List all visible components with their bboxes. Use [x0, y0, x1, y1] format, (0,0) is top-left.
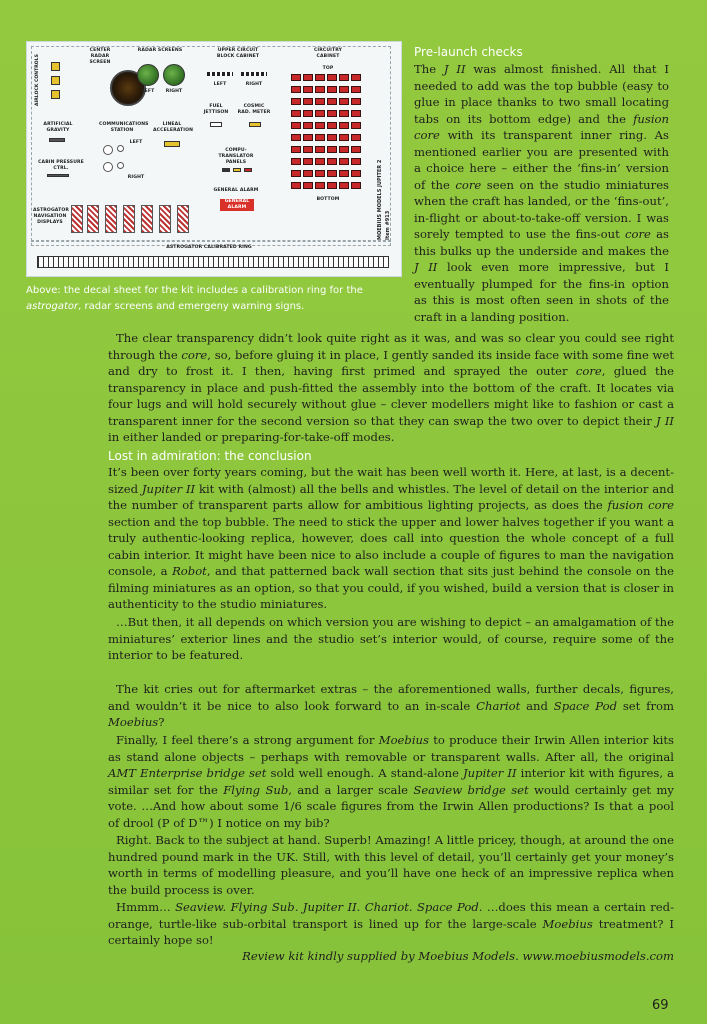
- circuit-decal-cell: [303, 74, 313, 81]
- decal-label-astrogator-nav: ASTROGATOR NAVIGATION DISPLAYS: [33, 208, 69, 225]
- circuit-decal-cell: [303, 122, 313, 129]
- decal-label-circuitry: CIRCUITRY CABINET: [313, 48, 343, 59]
- circuit-decal-cell: [339, 98, 349, 105]
- circuit-decal-cell: [291, 98, 301, 105]
- circuit-decal-cell: [351, 134, 361, 141]
- airlock-decal: [51, 62, 60, 71]
- paragraph-prelaunch-2: The clear transparency didn’t look quite right as it was, and was so clear you could see right through the core, so, before gluing it in place, I gently sanded its inside face with some fine wet and dry to frost it. I then, having first primed and sprayed the outer core, glued the transparency in place and push-fitted the assembly into the bottom of the craft. It locates via four lugs and will hold securely without glue – clever modellers might like to fashion or cast a transparent inner for the second version so that they can swap the two over to depict their J II in either landed or preparing-for-take-off modes.: [108, 331, 674, 444]
- decal-label-center-radar: CENTER RADAR SCREEN: [89, 48, 111, 65]
- cosmic-rad-decal: [249, 122, 261, 127]
- decal-label-airlock: AIRLOCK CONTROLS: [35, 54, 40, 106]
- decal-label-cabin-pressure: CABIN PRESSURE CTRL.: [38, 160, 84, 171]
- circuit-decal-cell: [315, 86, 325, 93]
- circuit-decal-cell: [291, 122, 301, 129]
- circuit-decal-cell: [315, 134, 325, 141]
- upper-circuit-decal-left: [207, 72, 233, 76]
- circuit-decal-cell: [315, 182, 325, 189]
- circuit-decal-cell: [351, 122, 361, 129]
- decal-label-comm-right: RIGHT: [127, 175, 145, 180]
- decal-label-upper-right: RIGHT: [245, 82, 263, 87]
- decal-label-comm-left: LEFT: [129, 140, 143, 145]
- decal-sheet-image: [26, 41, 402, 277]
- paragraph-conclusion-1: It’s been over forty years coming, but the wait has been well worth it. Here, at last, is a decent-sized Jupiter II kit with (almost) all the bells and whistles. The level of detail on the interior and the number of transparent parts allow for ambitious lighting projects, as does the fusion core section and the top bubble. The need to stick the upper and lower halves together if you want a truly authentic-looking replica, however, does call into question the whole concept of a full cabin interior. It might have been nice to also include a couple of figures to man the navigation console, a Robot, and that patterned back wall section that sits just behind the console on the filming miniatures as an option, so that you could, if you wished, build a version that is closer in authenticity to the studio miniatures.: [108, 465, 675, 611]
- circuit-decal-cell: [327, 158, 337, 165]
- airlock-decal: [51, 90, 60, 99]
- compu-decal: [244, 168, 252, 172]
- circuit-decal-cell: [339, 146, 349, 153]
- circuit-decal-cell: [339, 134, 349, 141]
- circuit-decal-cell: [291, 170, 301, 177]
- decal-label-bottom: BOTTOM: [316, 197, 340, 202]
- circuit-decal-cell: [315, 146, 325, 153]
- cabin-pressure-decal: [47, 174, 69, 177]
- circuit-decal-cell: [339, 158, 349, 165]
- comm-dial-decal: [103, 145, 113, 155]
- decal-label-general-alarm: GENERAL ALARM: [213, 188, 259, 193]
- circuit-decal-cell: [351, 98, 361, 105]
- circuit-decal-cell: [327, 86, 337, 93]
- circuit-decal-cell: [339, 182, 349, 189]
- circuit-decal-cell: [327, 98, 337, 105]
- circuit-decal-cell: [315, 122, 325, 129]
- circuit-decal-cell: [315, 170, 325, 177]
- circuit-decal-cell: [339, 74, 349, 81]
- circuit-decal-cell: [303, 182, 313, 189]
- decal-divider: [31, 240, 391, 242]
- circuit-decal-cell: [327, 170, 337, 177]
- compu-decal: [222, 168, 230, 172]
- compu-decal: [233, 168, 241, 172]
- circuit-decal-cell: [339, 86, 349, 93]
- decal-label-left: LEFT: [141, 89, 155, 94]
- decal-kit-name: MOEBIUS MODELS JUPITER 2: [377, 159, 383, 240]
- circuit-decal-cell: [303, 110, 313, 117]
- page-number: 69: [652, 998, 669, 1013]
- circuit-decal-cell: [351, 146, 361, 153]
- upper-circuit-decal-right: [241, 72, 267, 76]
- circuit-decal-cell: [315, 110, 325, 117]
- decal-label-cosmic-rad: COSMIC RAD. METER: [237, 104, 271, 115]
- circuit-decal-cell: [351, 86, 361, 93]
- circuit-decal-cell: [303, 98, 313, 105]
- decal-label-compu-translator: COMPU-TRANSLATOR PANELS: [218, 148, 254, 165]
- circuit-decal-cell: [291, 134, 301, 141]
- paragraph-conclusion-2: …But then, it all depends on which version you are wishing to depict – an amalgamation of the miniatures’ exterior lines and the studio set’s interior would, of course, require some of the interior to be featured.: [108, 615, 674, 662]
- astrogator-display-decal: [177, 205, 189, 233]
- circuit-decal-cell: [291, 74, 301, 81]
- caption-prefix: Above: the decal sheet for the kit includes a calibration ring for the: [26, 285, 363, 296]
- circuit-decal-cell: [327, 122, 337, 129]
- circuit-decal-cell: [351, 74, 361, 81]
- figure-caption: [26, 283, 402, 314]
- circuit-decal-cell: [351, 182, 361, 189]
- circuit-decal-cell: [339, 110, 349, 117]
- decal-label-linear: LINEAL ACCELERATION: [153, 122, 194, 133]
- circuit-decal-cell: [291, 146, 301, 153]
- paragraph-conclusion-6: Hmmm… Seaview. Flying Sub. Jupiter II. Chariot. Space Pod. …does this mean a certain red-orange, turtle-like sub-orbital transport is lined up for the large-scale Moebius treatment? I certainly hope so!: [108, 900, 674, 947]
- gravity-decal: [49, 138, 65, 142]
- paragraph-conclusion-5: Right. Back to the subject at hand. Superb! Amazing! A little pricey, though, at around the one hundred pound mark in the UK. Still, with this level of detail, you’ll certainly get your money’s worth in terms of modelling pleasure, and you’ll have one heck of an impressive replica when the build process is over.: [108, 833, 674, 897]
- astrogator-display-decal: [87, 205, 99, 233]
- circuit-decal-cell: [351, 110, 361, 117]
- linear-accel-decal: [164, 141, 180, 147]
- circuit-decal-cell: [303, 86, 313, 93]
- decal-border: [31, 46, 391, 246]
- astrogator-display-decal: [71, 205, 83, 233]
- circuit-decal-cell: [315, 74, 325, 81]
- heading-prelaunch: Pre-launch checks: [414, 45, 523, 59]
- fuel-jettison-decal: [210, 122, 222, 127]
- circuit-decal-cell: [303, 158, 313, 165]
- caption-italic: astrogator: [26, 300, 79, 312]
- decal-label-communications: COMMUNICATIONS STATION: [99, 122, 149, 133]
- circuit-decal-cell: [327, 146, 337, 153]
- astrogator-display-decal: [159, 205, 171, 233]
- circuit-decal-cell: [303, 146, 313, 153]
- decal-label-top: TOP: [322, 66, 334, 71]
- decal-label-artificial-gravity: ARTIFICIAL GRAVITY: [43, 122, 73, 133]
- circuit-decal-cell: [351, 170, 361, 177]
- circuit-decal-cell: [327, 74, 337, 81]
- radar-screen-right-decal: [163, 64, 185, 86]
- decal-label-right: RIGHT: [165, 89, 183, 94]
- caption-suffix: , radar screens and emergeny warning signs.: [78, 300, 305, 312]
- circuit-decal-cell: [291, 182, 301, 189]
- circuit-decal-cell: [339, 170, 349, 177]
- decal-label-upper-left: LEFT: [213, 82, 227, 87]
- circuit-decal-cell: [291, 110, 301, 117]
- circuit-decal-cell: [351, 158, 361, 165]
- astrogator-display-decal: [105, 205, 117, 233]
- decal-label-astrogator-ring: ASTROGATOR CALIBRATED RING: [166, 245, 252, 250]
- comm-dial-decal: [117, 162, 124, 169]
- circuit-decal-cell: [303, 170, 313, 177]
- circuit-decal-cell: [315, 98, 325, 105]
- circuit-decal-cell: [339, 122, 349, 129]
- astrogator-display-decal: [141, 205, 153, 233]
- circuit-decal-cell: [315, 158, 325, 165]
- heading-conclusion: Lost in admiration: the conclusion: [108, 449, 312, 463]
- circuit-decal-cell: [291, 86, 301, 93]
- airlock-decal: [51, 76, 60, 85]
- radar-screen-left-decal: [137, 64, 159, 86]
- decal-label-radar-screens: RADAR SCREENS: [137, 48, 183, 53]
- comm-dial-decal: [117, 145, 124, 152]
- decal-label-fuel-jettison: FUEL JETTISON: [203, 104, 229, 115]
- astrogator-display-decal: [123, 205, 135, 233]
- circuit-decal-cell: [327, 110, 337, 117]
- circuit-decal-cell: [303, 134, 313, 141]
- general-alarm-decal: GENERAL ALARM: [220, 199, 254, 211]
- paragraph-conclusion-4: Finally, I feel there’s a strong argument for Moebius to produce their Irwin Allen interior kits as stand alone objects – perhaps with removable or transparent walls. After all, the original AMT Enterprise bridge set sold well enough. A stand-alone Jupiter II interior kit with figures, a similar set for the Flying Sub, and a larger scale Seaview bridge set would certainly get my vote. …And how about some 1/6 scale figures from the Irwin Allen productions? Is that a pool of drool (P of D™) I notice on my bib?: [108, 733, 675, 830]
- circuit-decal-cell: [327, 134, 337, 141]
- circuit-decal-cell: [327, 182, 337, 189]
- astrogator-ring-decal: [37, 256, 389, 268]
- paragraph-conclusion-3: The kit cries out for aftermarket extras – the aforementioned walls, further decals, figures, and wouldn’t it be nice to also look forward to an in-scale Chariot and Space Pod set from Moebius?: [108, 682, 674, 729]
- circuit-decal-cell: [291, 158, 301, 165]
- comm-dial-decal: [103, 162, 113, 172]
- review-credit: Review kit kindly supplied by Moebius Models. www.moebiusmodels.com: [242, 949, 674, 963]
- decal-label-upper-circuit: UPPER CIRCUIT BLOCK CABINET: [216, 48, 260, 59]
- paragraph-prelaunch-1: The J II was almost finished. All that I needed to add was the top bubble (easy to glue in place thanks to two small locating tabs on its bottom edge) and the fusion core with its transparent inner ring. As mentioned earlier you are presented with a choice here – either the ‘fins-in’ version of the core seen on the studio miniatures when the craft has landed, or the ‘fins-out’, in-flight or about-to-take-off version. I was sorely tempted to use the fins-out core as this bulks up the underside and makes the J II look even more impressive, but I eventually plumped for the fins-in option as this is most often seen in shots of the craft in a landing position.: [414, 62, 669, 324]
- decal-item-number: Item #913: [385, 210, 391, 240]
